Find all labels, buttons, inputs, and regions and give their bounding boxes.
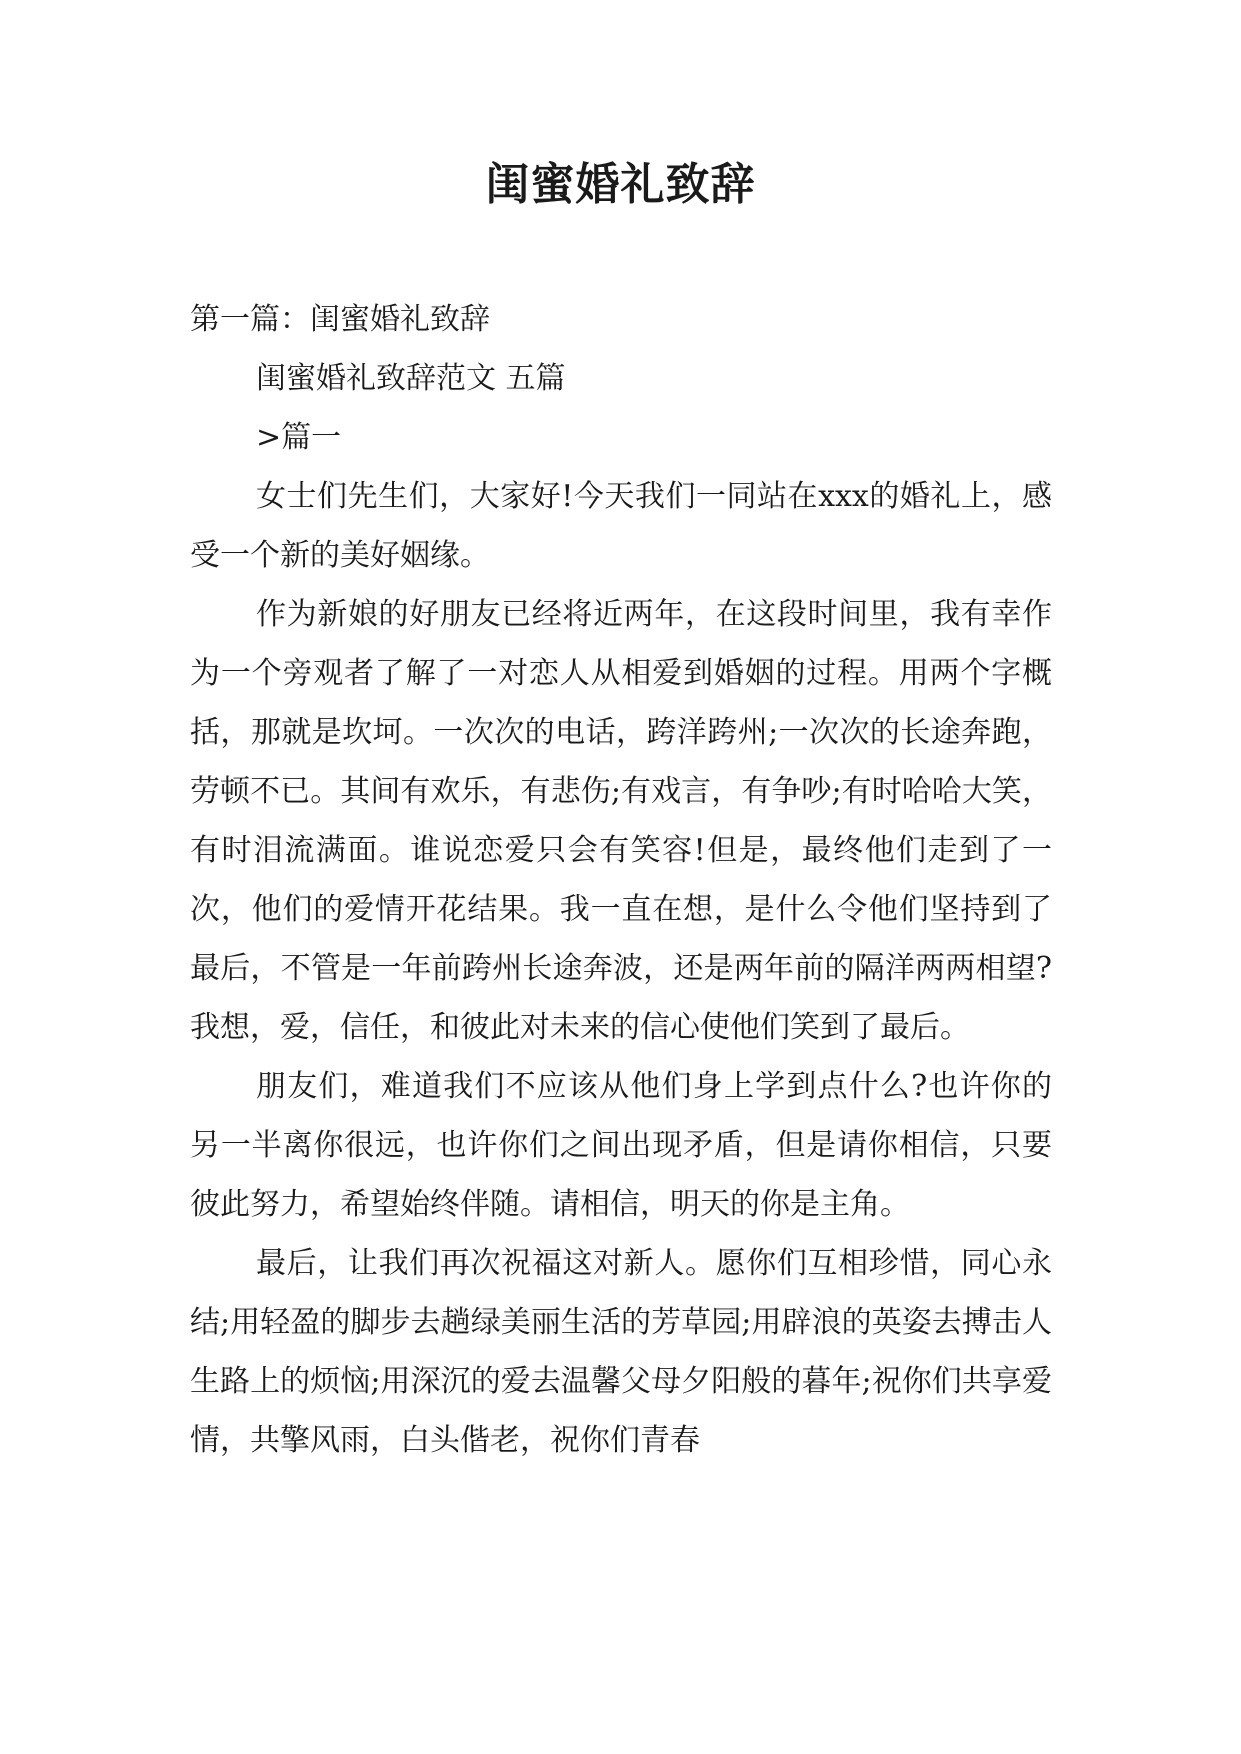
document-title: 闺蜜婚礼致辞	[485, 159, 756, 210]
paragraph-blessing: 最后，让我们再次祝福这对新人。愿你们互相珍惜，同心永结;用轻盈的脚步去趟绿美丽生活的芳草园;用辟浪的英姿去搏击人生路上的烦恼;用深沉的爱去温馨父母夕阳般的暮年;祝你们共享爱情，共擎风雨，白头偕老，祝你们青春	[190, 1246, 1052, 1458]
paragraph-greeting: 女士们先生们，大家好!今天我们一同站在xxx的婚礼上，感受一个新的美好姻缘。	[190, 479, 1052, 573]
document-body	[190, 290, 1052, 1470]
subtitle: 闺蜜婚礼致辞范文 五篇	[256, 361, 566, 396]
paragraph-story: 作为新娘的好朋友已经将近两年，在这段时间里，我有幸作为一个旁观者了解了一对恋人从相爱到婚姻的过程。用两个字概括，那就是坎坷。一次次的电话，跨洋跨州;一次次的长途奔跑，劳顿不已。其间有欢乐，有悲伤;有戏言，有争吵;有时哈哈大笑，有时泪流满面。谁说恋爱只会有笑容!但是，最终他们走到了一次，他们的爱情开花结果。我一直在想，是什么令他们坚持到了最后，不管是一年前跨州长途奔波，还是两年前的隔洋两两相望?我想，爱，信任，和彼此对未来的信心使他们笑到了最后。	[190, 597, 1052, 1045]
section-heading: 第一篇：闺蜜婚礼致辞	[190, 302, 490, 337]
part-label: >篇一	[256, 420, 342, 455]
paragraph-advice: 朋友们，难道我们不应该从他们身上学到点什么?也许你的另一半离你很远，也许你们之间出现矛盾，但是请你相信，只要彼此努力，希望始终伴随。请相信，明天的你是主角。	[190, 1069, 1052, 1222]
